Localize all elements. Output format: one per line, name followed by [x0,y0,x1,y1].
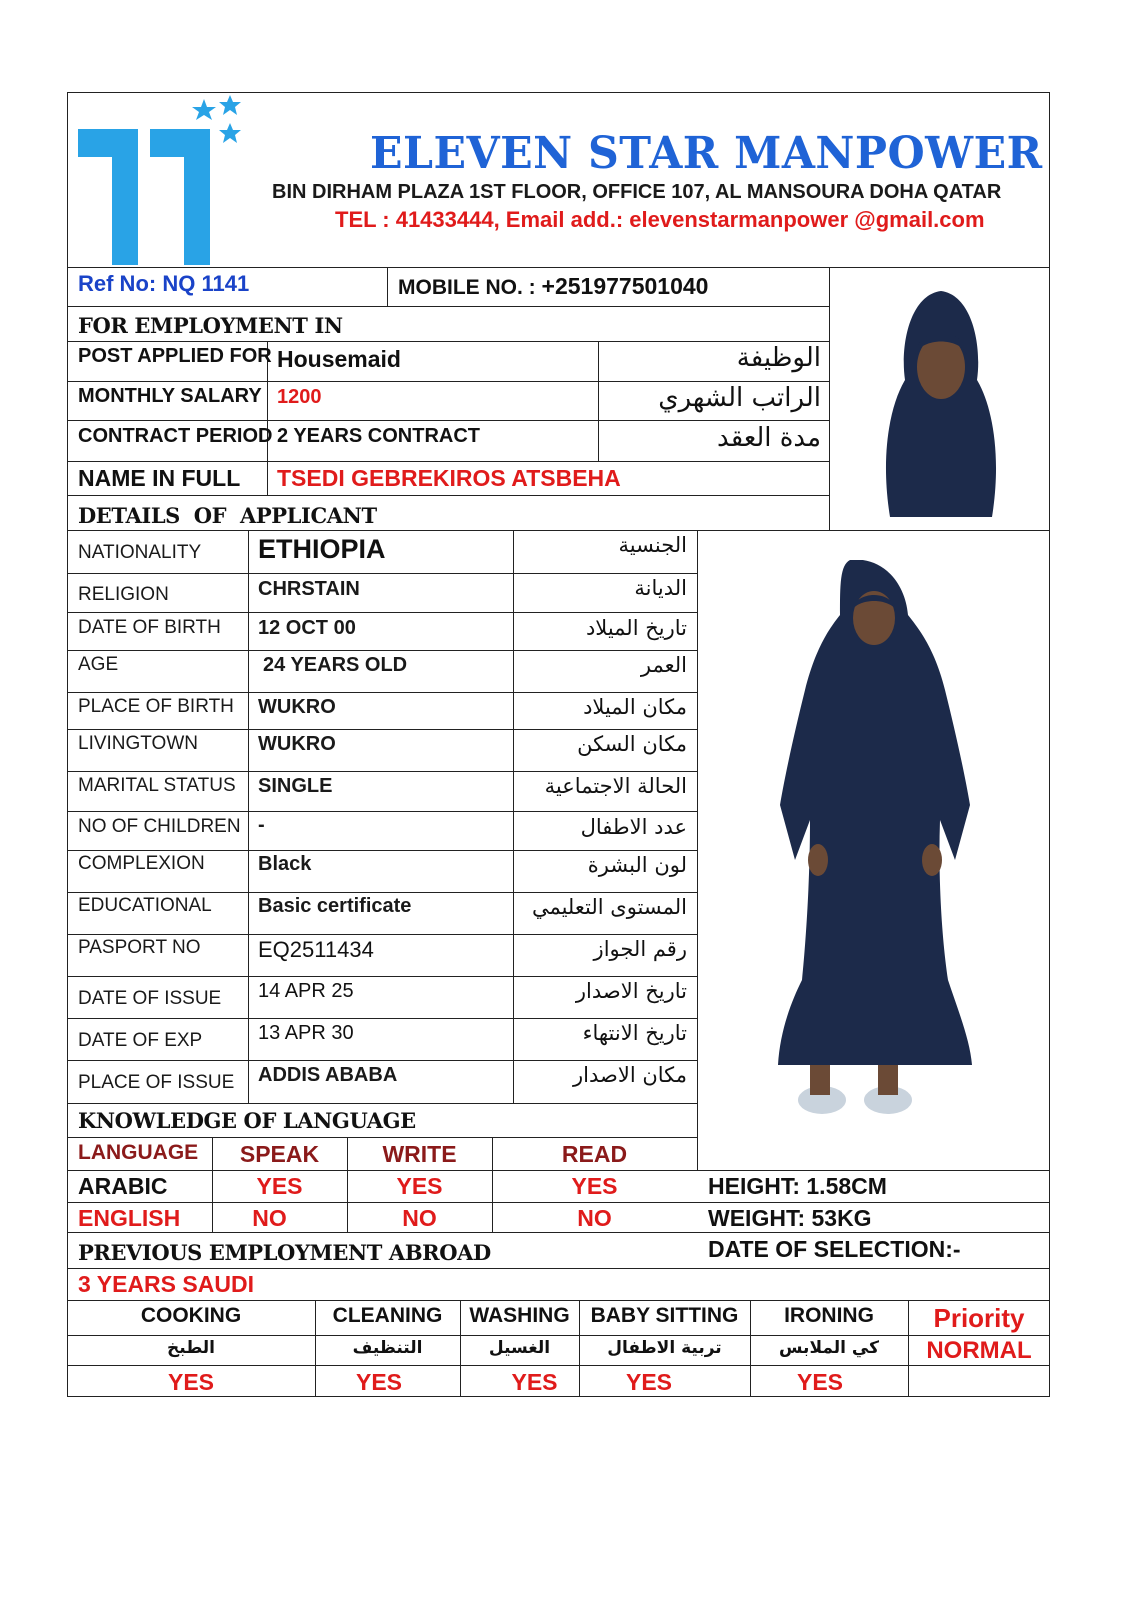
complexion-arabic: لون البشرة [587,853,687,877]
post-applied-value: Housemaid [277,346,401,372]
language-header-write: WRITE [382,1141,457,1167]
religion-value: CHRSTAIN [258,578,360,600]
company-name: ELEVEN STAR MANPOWER [370,128,1043,179]
date-of-issue-label: DATE OF ISSUE [78,988,222,1009]
date-of-selection: DATE OF SELECTION:- [708,1236,961,1262]
age-label: AGE [78,654,119,675]
star-icon [219,95,241,115]
full-name-value: TSEDI GEBREKIROS ATSBEHA [277,465,621,491]
date-of-birth-label: DATE OF BIRTH [78,617,221,638]
skill-ironing-arabic: كي الملابس [779,1338,879,1358]
place-of-issue-arabic: مكان الاصدار [573,1063,687,1087]
date-of-birth-arabic: تاريخ الميلاد [585,616,687,640]
religion-label: RELIGION [78,584,169,605]
language-arabic: ARABIC [78,1173,168,1199]
height-value: HEIGHT: 1.58CM [708,1173,887,1199]
livingtown-value: WUKRO [258,733,336,755]
ref-number [78,271,249,297]
nationality-arabic: الجنسية [618,533,687,557]
children-label: NO OF CHILDREN [78,816,241,837]
place-of-issue-value: ADDIS ABABA [258,1064,398,1086]
date-of-issue-value: 14 APR 25 [258,980,354,1002]
english-write: NO [402,1205,437,1231]
language-header-language: LANGUAGE [78,1141,199,1164]
english-read: NO [577,1205,612,1231]
contract-period-value: 2 YEARS CONTRACT [277,425,480,447]
arabic-write: YES [396,1173,443,1199]
passport-label: PASPORT NO [78,937,201,958]
contract-period-arabic: مدة العقد [717,423,821,453]
previous-employment-title: PREVIOUS EMPLOYMENT ABROAD [78,1240,491,1265]
ref-value: NQ 1141 [162,271,250,296]
weight-value: WEIGHT: 53KG [708,1205,872,1231]
company-contact: TEL : 41433444, Email add.: elevenstarmanpower @gmail.com [335,207,985,232]
skill-cooking: COOKING [140,1304,242,1327]
logo-icon [76,95,246,267]
passport-value: EQ2511434 [258,937,374,962]
post-applied-label: POST APPLIED FOR [78,345,272,367]
age-arabic: العمر [640,653,687,677]
nationality-label: NATIONALITY [78,542,202,563]
complexion-label: COMPLEXION [78,853,205,874]
skill-washing: WASHING [469,1304,570,1327]
date-of-birth-value: 12 OCT 00 [258,617,356,639]
place-of-birth-value: WUKRO [258,696,336,718]
marital-status-label: MARITAL STATUS [78,775,236,796]
skill-washing-value: YES [511,1369,558,1395]
place-of-issue-label: PLACE OF ISSUE [78,1072,235,1093]
monthly-salary-value: 1200 [277,386,322,408]
star-icon [192,99,216,120]
nationality-value: ETHIOPIA [258,534,386,564]
mobile-number [398,273,708,300]
english-speak: NO [252,1205,287,1231]
priority-value: NORMAL [926,1337,1032,1364]
skill-cleaning-value: YES [355,1369,403,1395]
language-section-title: KNOWLEDGE OF LANGUAGE [78,1108,416,1133]
mobile-value: +251977501040 [541,273,709,299]
educational-label: EDUCATIONAL [78,895,212,916]
livingtown-arabic: مكان السكن [577,732,687,756]
skill-ironing: IRONING [784,1304,874,1327]
company-address: BIN DIRHAM PLAZA 1ST FLOOR, OFFICE 107, AL MANSOURA DOHA QATAR [272,181,1002,203]
date-of-exp-value: 13 APR 30 [258,1022,354,1044]
arabic-read: YES [571,1173,618,1199]
place-of-birth-label: PLACE OF BIRTH [78,696,234,717]
star-icon [219,123,241,143]
skill-cleaning: CLEANING [332,1304,443,1327]
language-header-read: READ [561,1141,628,1167]
date-of-exp-label: DATE OF EXP [78,1030,203,1051]
educational-value: Basic certificate [258,895,412,917]
mobile-label: MOBILE NO. : [398,276,536,299]
date-of-exp-arabic: تاريخ الانتهاء [582,1021,687,1045]
company-logo [76,95,246,267]
language-english: ENGLISH [78,1205,181,1231]
educational-arabic: المستوى التعليمي [531,895,687,919]
priority-label: Priority [933,1303,1025,1333]
skill-washing-arabic: الغسيل [488,1338,551,1358]
post-applied-arabic: الوظيفة [736,343,821,373]
monthly-salary-label: MONTHLY SALARY [78,385,262,407]
passport-arabic: رقم الجواز [593,937,687,961]
skill-cooking-arabic: الطبخ [167,1338,215,1358]
religion-arabic: الديانة [634,576,687,600]
skill-baby-sitting: BABY SITTING [590,1304,739,1327]
details-section-title: DETAILS OF APPLICANT [78,503,377,528]
skill-baby-sitting-value: YES [625,1369,673,1395]
arabic-speak: YES [256,1173,303,1199]
applicant-full-body-photo [770,560,980,1132]
complexion-value: Black [258,853,312,875]
employment-section-title: FOR EMPLOYMENT IN [78,313,343,338]
skill-cleaning-arabic: التنظيف [352,1338,423,1358]
skill-cooking-value: YES [167,1369,215,1395]
marital-status-arabic: الحالة الاجتماعية [544,774,687,798]
children-arabic: عدد الاطفال [580,815,687,839]
marital-status-value: SINGLE [258,775,333,797]
previous-employment-value: 3 YEARS SAUDI [78,1271,254,1297]
language-header-speak: SPEAK [239,1141,320,1167]
age-value: 24 YEARS OLD [263,654,408,676]
skill-baby-sitting-arabic: تربية الاطفال [607,1338,722,1358]
ref-label: Ref No: [78,271,157,296]
place-of-birth-arabic: مكان الميلاد [583,695,687,719]
contract-period-label: CONTRACT PERIOD [78,425,273,447]
monthly-salary-arabic: الراتب الشهري [658,383,821,413]
date-of-issue-arabic: تاريخ الاصدار [575,979,687,1003]
children-value: - [258,814,265,836]
full-name-label: NAME IN FULL [78,465,241,491]
skill-ironing-value: YES [796,1369,844,1395]
livingtown-label: LIVINGTOWN [78,733,198,754]
applicant-portrait-photo [860,285,1022,517]
